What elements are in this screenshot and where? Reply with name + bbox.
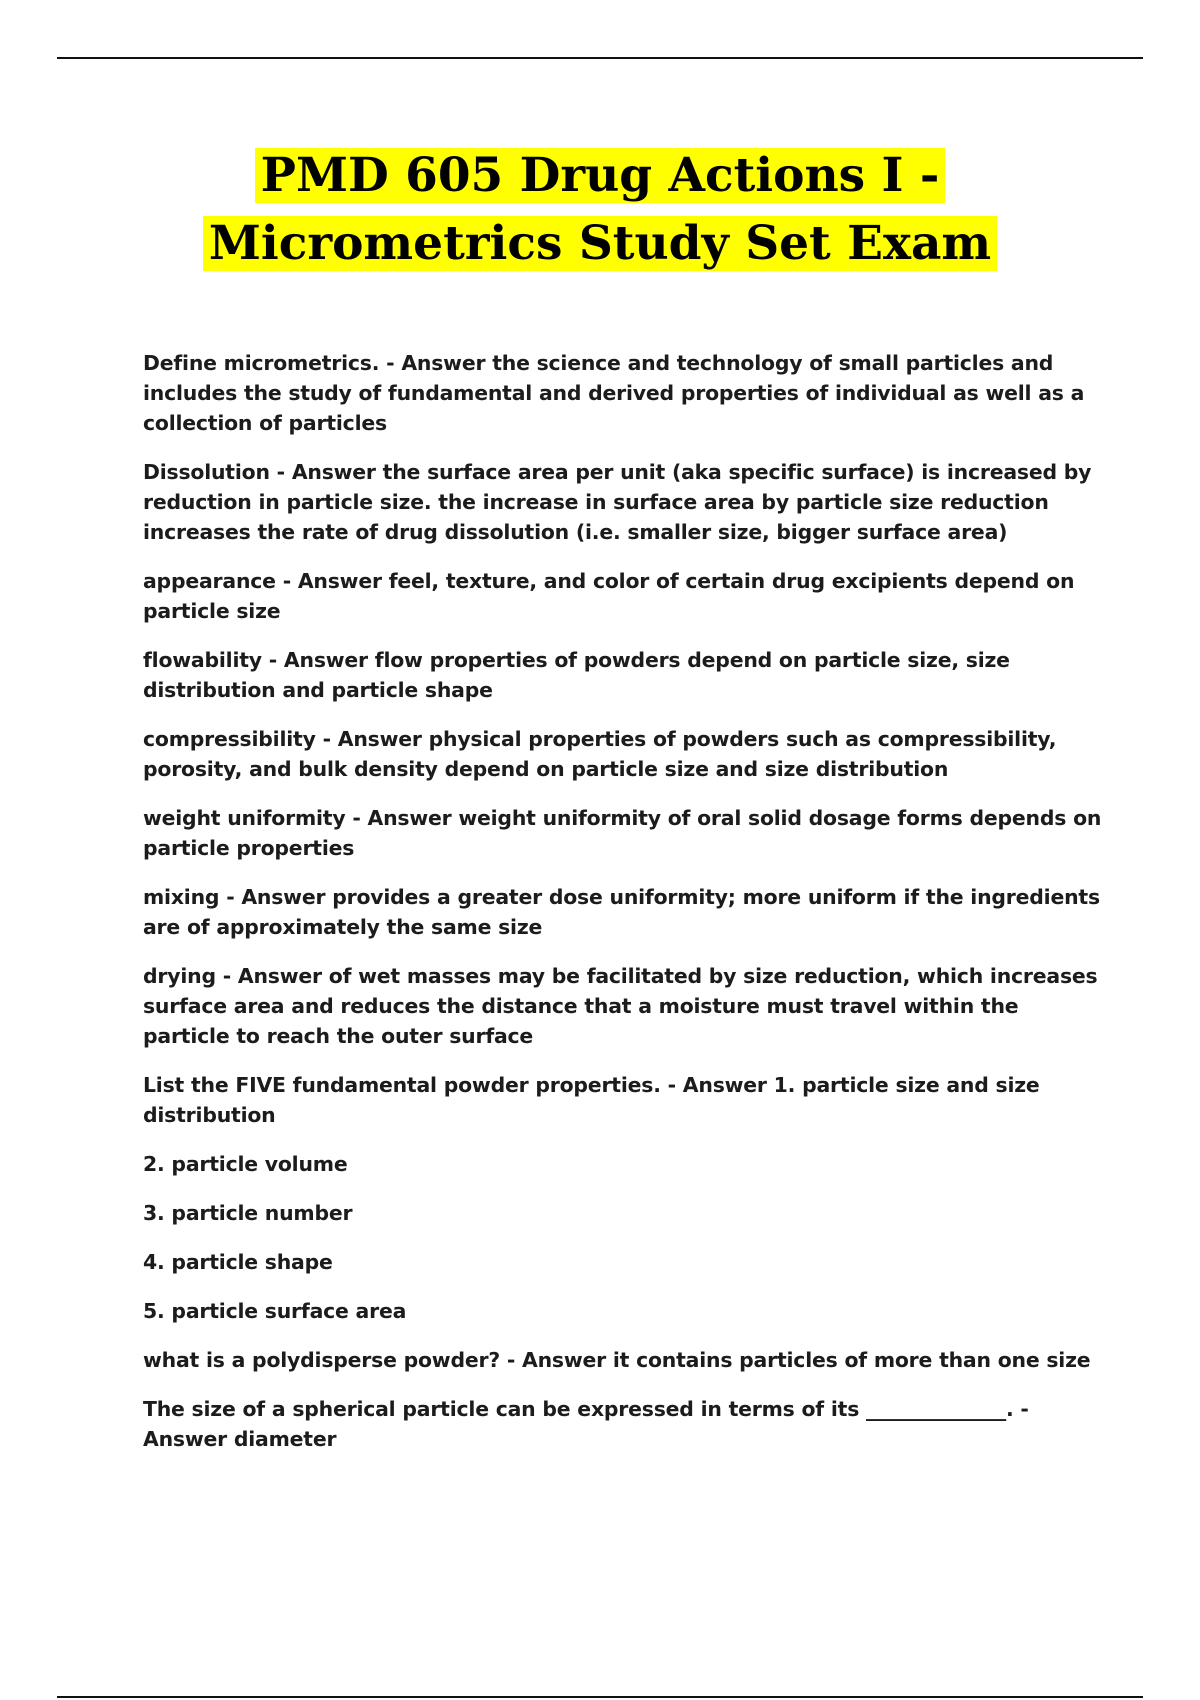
qa-item-weight-uniformity: weight uniformity - Answer weight uniformity of oral solid dosage forms depends on particle properties [143,806,1102,860]
list-item-particle-surface-area: 5. particle surface area [143,1299,407,1323]
qa-item-mixing: mixing - Answer provides a greater dose uniformity; more uniform if the ingredients are of approximately the same size [143,885,1100,939]
qa-item-define-micrometrics: Define micrometrics. - Answer the science and technology of small particles and includes the study of fundamental and derived properties of individual as well as a collection of particles [143,351,1085,435]
title-line-1: PMD 605 Drug Actions I - [255,148,946,203]
qa-item-five-properties: List the FIVE fundamental powder properties. - Answer 1. particle size and size distribution [143,1073,1040,1127]
list-item-particle-shape: 4. particle shape [143,1250,333,1274]
bottom-divider [57,1696,1143,1698]
top-divider [57,57,1143,59]
qa-item-appearance: appearance - Answer feel, texture, and color of certain drug excipients depend on particle size [143,569,1075,623]
qa-item-dissolution: Dissolution - Answer the surface area per unit (aka specific surface) is increased by reduction in particle size. the increase in surface area by particle size reduction increases the rate of drug dissolution (i.e. smaller size, bigger surface area) [143,460,1092,544]
list-item-particle-number: 3. particle number [143,1201,353,1225]
qa-item-compressibility: compressibility - Answer physical properties of powders such as compressibility, porosity, and bulk density depend on particle size and size distribution [143,727,1057,781]
qa-item-polydisperse-powder: what is a polydisperse powder? - Answer it contains particles of more than one size [143,1348,1091,1372]
qa-item-flowability: flowability - Answer flow properties of powders depend on particle size, size distribution and particle shape [143,648,1010,702]
qa-item-drying: drying - Answer of wet masses may be facilitated by size reduction, which increases surface area and reduces the distance that a moisture must travel within the particle to reach the outer surface [143,964,1098,1048]
title-line-2: Micrometrics Study Set Exam [203,216,997,271]
qa-item-spherical-particle-size: The size of a spherical particle can be expressed in terms of its ______________. - Answer diameter [143,1397,1029,1451]
study-set-content [143,348,1103,1473]
document-title [0,142,1200,278]
list-item-particle-volume: 2. particle volume [143,1152,348,1176]
